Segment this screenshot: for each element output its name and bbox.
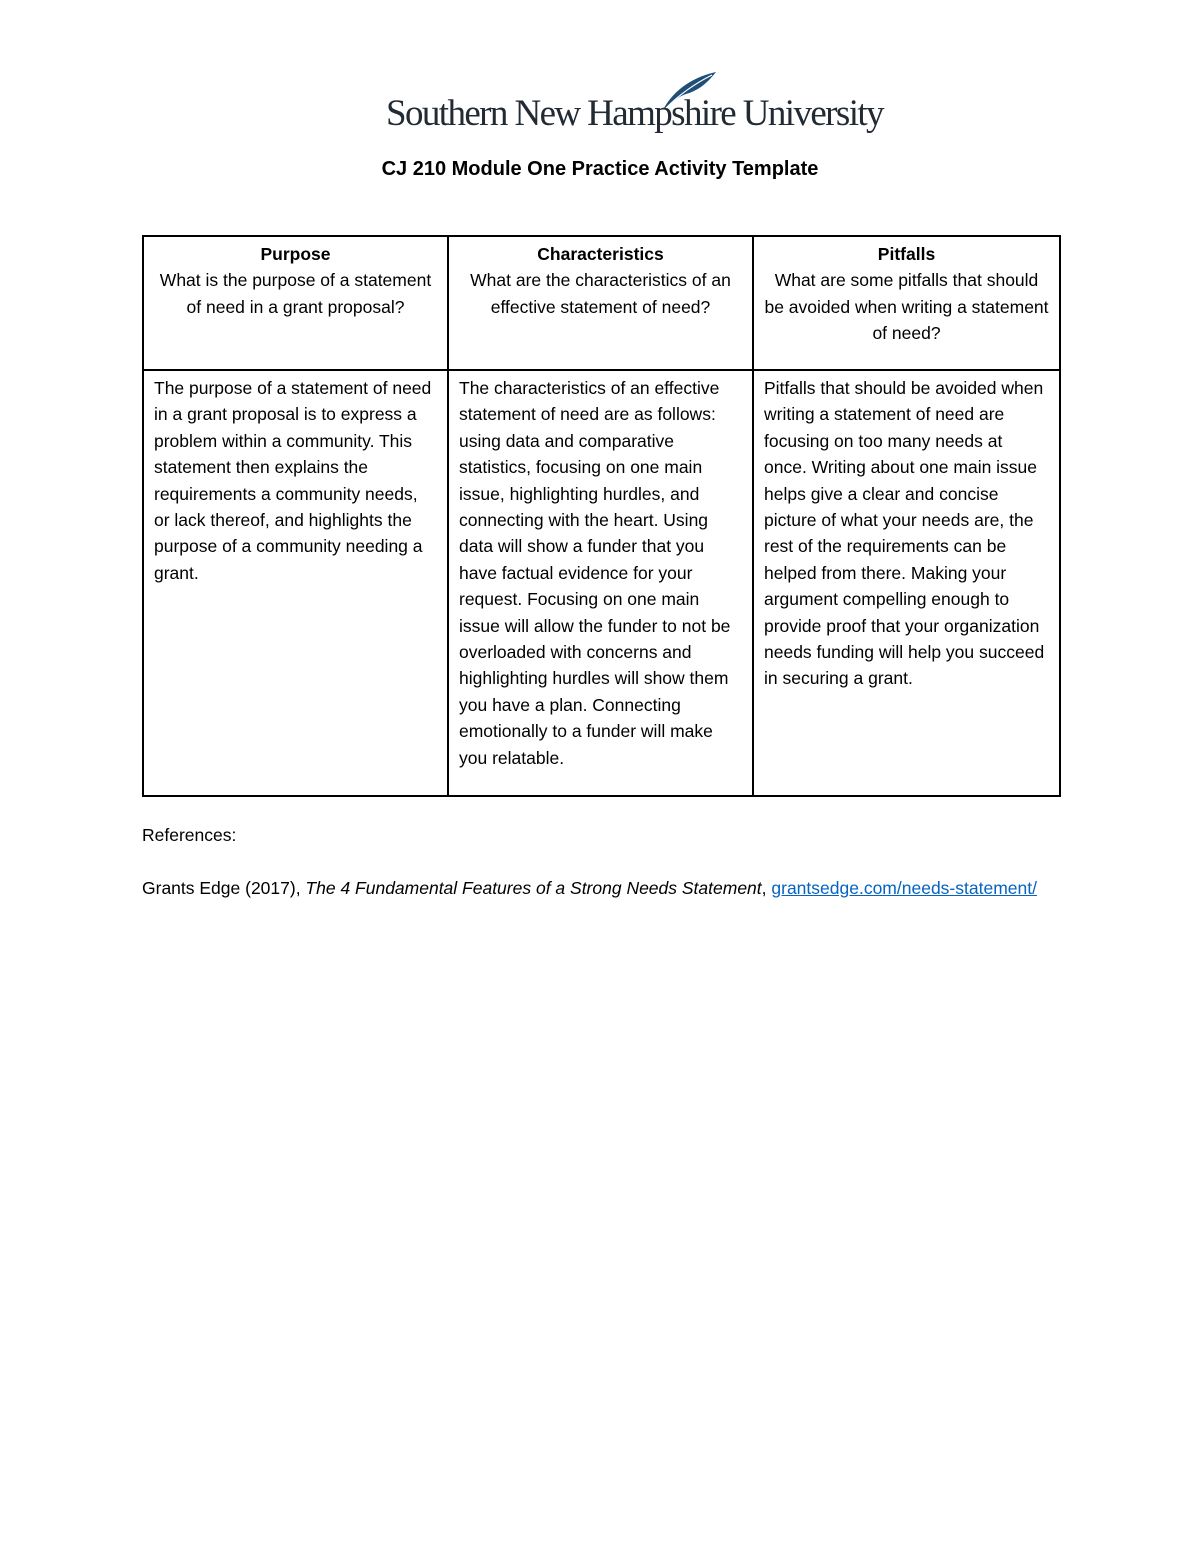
column-heading: Purpose xyxy=(260,244,331,264)
column-header-pitfalls xyxy=(753,236,1060,370)
answer-characteristics: The characteristics of an effective statement of need are as follows: using data and comparative statistics, focusing on one main issue, highlighting hurdles, and connecting with the heart. Using data will show a funder that you have factual evidence for your request. Focusing on one main issue will allow the funder to not be overloaded with concerns and highlighting hurdles will show them you have a plan. Connecting emotionally to a funder will make you relatable. xyxy=(448,370,753,796)
reference-link[interactable]: grantsedge.com/needs-statement/ xyxy=(771,878,1037,898)
column-question: What are some pitfalls that should be avoided when writing a statement of need? xyxy=(764,270,1049,344)
references-label: References: xyxy=(142,825,237,845)
reference-entry xyxy=(142,875,1062,902)
reference-separator: , xyxy=(761,878,772,898)
table-row xyxy=(143,370,1060,796)
column-heading: Pitfalls xyxy=(877,244,936,264)
answer-pitfalls: Pitfalls that should be avoided when writing a statement of need are focusing on too many needs at once. Writing about one main issue helps give a clear and concise picture of what your needs are, the rest of the requirements can be helped from there. Making your argument compelling enough to provide proof that your organization needs funding will help you succeed in securing a grant. xyxy=(753,370,1060,796)
table-header-row xyxy=(143,236,1060,370)
university-logo xyxy=(386,70,883,138)
activity-table xyxy=(142,235,1061,797)
feather-icon xyxy=(644,70,718,110)
column-header-characteristics xyxy=(448,236,753,370)
column-header-purpose xyxy=(143,236,448,370)
reference-author: Grants Edge (2017), xyxy=(142,878,306,898)
document-title: CJ 210 Module One Practice Activity Template xyxy=(381,158,819,180)
reference-title: The 4 Fundamental Features of a Strong Needs Statement xyxy=(305,878,762,898)
answer-purpose: The purpose of a statement of need in a grant proposal is to express a problem within a community. This statement then explains the requirements a community needs, or lack thereof, and highlights the purpose of a community needing a grant. xyxy=(143,370,448,796)
logo-wordmark: Southern New Hampshire University xyxy=(386,93,883,134)
column-question: What are the characteristics of an effective statement of need? xyxy=(470,270,731,317)
column-heading: Characteristics xyxy=(537,244,664,264)
column-question: What is the purpose of a statement of need in a grant proposal? xyxy=(159,270,432,317)
